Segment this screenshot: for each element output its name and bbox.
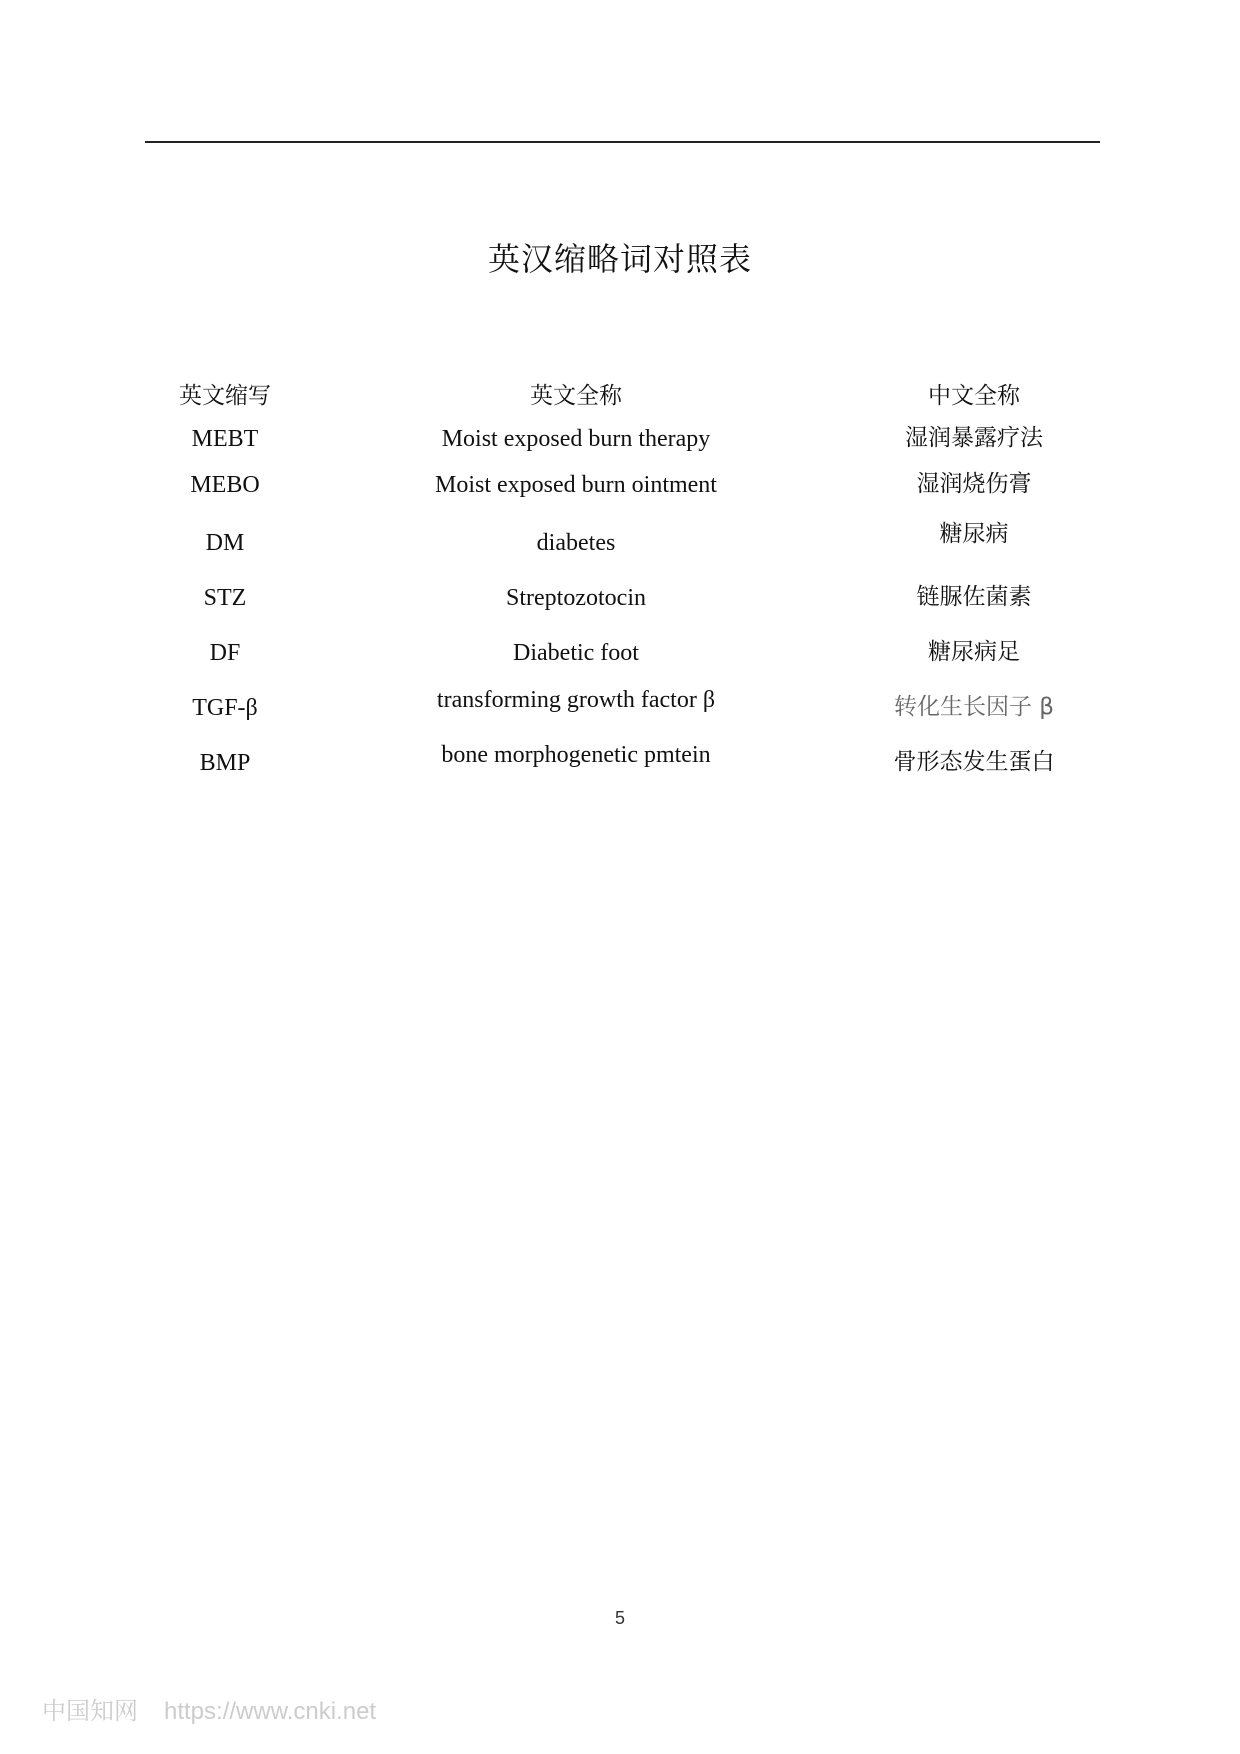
header-rule (145, 141, 1100, 143)
table-cell-english: Moist exposed burn therapy (441, 426, 711, 452)
table-cell-chinese: 糖尿病足 (928, 639, 1020, 665)
page-title: 英汉缩略词对照表 (487, 240, 752, 278)
table-cell-chinese: 骨形态发生蛋白 (893, 749, 1055, 775)
header-abbreviation: 英文缩写 (179, 383, 271, 409)
page-number: 5 (614, 1608, 625, 1628)
table-cell-chinese: 糖尿病 (939, 521, 1009, 547)
table-cell-english: Streptozotocin (506, 585, 646, 611)
table-cell-chinese: 链脲佐菌素 (916, 584, 1032, 610)
table-cell-chinese: 湿润烧伤膏 (916, 471, 1032, 497)
table-cell-english: Diabetic foot (513, 640, 639, 666)
cnki-watermark (42, 1691, 376, 1726)
table-cell-abbreviation: BMP (199, 750, 251, 776)
table-cell-abbreviation: MEBT (191, 426, 259, 452)
table-cell-abbreviation: DM (205, 530, 245, 556)
table-cell-chinese: 湿润暴露疗法 (905, 425, 1043, 451)
watermark-url: https://www.cnki.net (164, 1698, 377, 1725)
table-cell-english: transforming growth factor β (436, 687, 716, 713)
table-cell-english: bone morphogenetic pmtein (441, 742, 711, 768)
header-chinese-full: 中文全称 (928, 383, 1020, 409)
table-cell-abbreviation: DF (209, 640, 241, 666)
watermark-brand: 中国知网 (42, 1697, 138, 1725)
table-cell-english: Moist exposed burn ointment (435, 472, 717, 498)
table-cell-abbreviation: TGF-β (192, 695, 258, 721)
table-cell-abbreviation: MEBO (190, 472, 260, 498)
table-cell-abbreviation: STZ (203, 585, 247, 611)
table-cell-chinese: 转化生长因子 β (894, 694, 1054, 720)
table-cell-english: diabetes (536, 530, 616, 556)
header-english-full: 英文全称 (530, 383, 622, 409)
